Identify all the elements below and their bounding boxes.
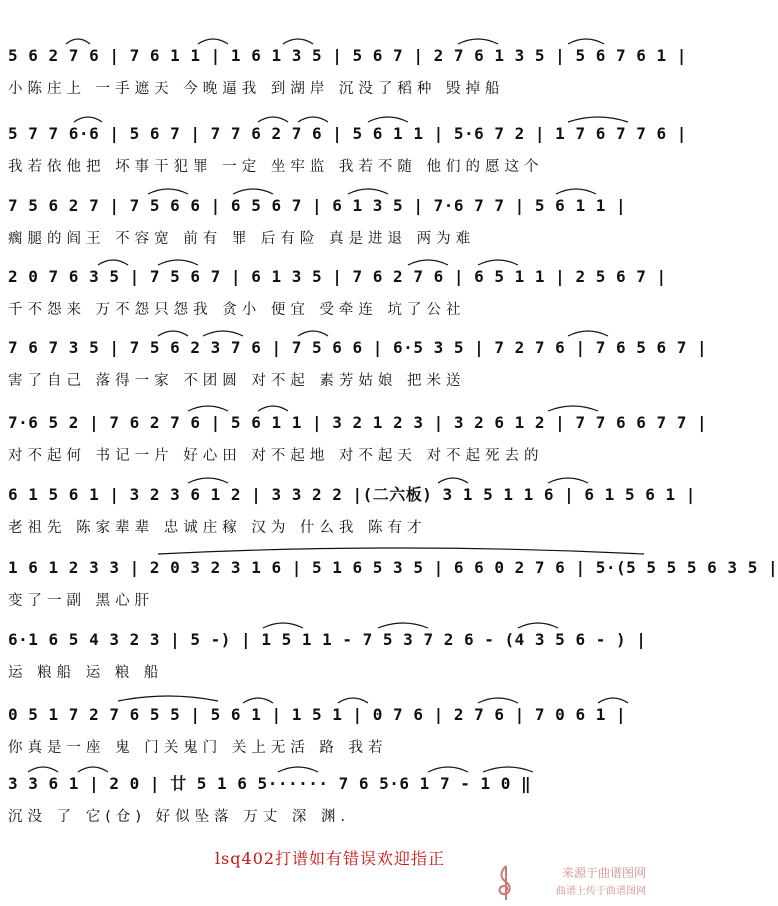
notation-line: 5 7 7 6·6 | 5 6 7 | 7 7 6 2 7 6 | 5 6 1 1 | 5·6 7 2 | 1 7 6 7 7 6 | — [8, 124, 687, 143]
notation-line: 1 6 1 2 3 3 | 2 0 3 2 3 1 6 | 5 1 6 5 3 5 | 6 6 0 2 7 6 | 5·(5 5 5 5 6 3 5 | — [8, 558, 778, 577]
notation-line: 7 5 6 2 7 | 7 5 6 6 | 6 5 6 7 | 6 1 3 5 | 7·6 7 7 | 5 6 1 1 | — [8, 196, 627, 215]
lyrics-line: 老祖先 陈家辈辈 忠诚庄稼 汉为 什么我 陈有才 — [8, 520, 427, 536]
lyrics-line: 沉没 了 它(仓) 好似坠落 万丈 深 渊. — [8, 809, 351, 825]
notation-line: 3 3 6 1 | 2 0 | 廿 5 1 6 5······ 7 6 5·6 1 7 - 1 0 ‖ — [8, 774, 532, 793]
site-watermark — [490, 864, 650, 902]
lyrics-line: 对不起何 书记一片 好心田 对不起地 对不起天 对不起死去的 — [8, 448, 544, 464]
lyrics-line: 小陈庄上 一手遮天 今晚逼我 到湖岸 沉没了稻种 毁掉船 — [8, 81, 505, 97]
watermark-line-2: 曲谱上传于曲谱图网 — [556, 886, 646, 897]
lyrics-line: 运 粮船 运 粮 船 — [8, 665, 164, 681]
watermark-line-1: 来源于曲谱图网 — [561, 866, 646, 880]
lyrics-line: 千不怨来 万不怨只怨我 贪小 便宜 受牵连 坑了公社 — [8, 302, 466, 318]
lyrics-line: 你真是一座 鬼 门关鬼门 关上无活 路 我若 — [8, 740, 388, 756]
notation-line: 7·6 5 2 | 7 6 2 7 6 | 5 6 1 1 | 3 2 1 2 3 | 3 2 6 1 2 | 7 7 6 6 7 7 | — [8, 413, 708, 432]
notation-line: 6·1 6 5 4 3 2 3 | 5 -) | 1 5 1 1 - 7 5 3 7 2 6 - (4 3 5 6 - ) | — [8, 630, 647, 649]
notation-line: 2 0 7 6 3 5 | 7 5 6 7 | 6 1 3 5 | 7 6 2 7 6 | 6 5 1 1 | 2 5 6 7 | — [8, 267, 667, 286]
lyrics-line: 害了自己 落得一家 不团圆 对不起 素芳姑娘 把米送 — [8, 373, 466, 389]
treble-clef-icon — [490, 864, 520, 902]
notation-line: 7 6 7 3 5 | 7 5 6 2 3 7 6 | 7 5 6 6 | 6·5 3 5 | 7 2 7 6 | 7 6 5 6 7 | — [8, 338, 708, 357]
lyrics-line: 我若依他把 坏事干犯罪 一定 坐牢监 我若不随 他们的愿这个 — [8, 159, 544, 175]
notation-line: 6 1 5 6 1 | 3 2 3 6 1 2 | 3 3 2 2 |(二六板) 3 1 5 1 1 6 | 6 1 5 6 1 | — [8, 485, 696, 504]
notation-line: 5 6 2 7 6 | 7 6 1 1 | 1 6 1 3 5 | 5 6 7 | 2 7 6 1 3 5 | 5 6 7 6 1 | — [8, 46, 687, 65]
notation-line: 0 5 1 7 2 7 6 5 5 | 5 6 1 | 1 5 1 | 0 7 6 | 2 7 6 | 7 0 6 1 | — [8, 705, 627, 724]
transcriber-note: lsq402打谱如有错误欢迎指正 — [214, 849, 446, 868]
lyrics-line: 瘸腿的阎王 不容宽 前有 罪 后有险 真是进退 两为难 — [8, 231, 476, 247]
lyrics-line: 变了一副 黑心肝 — [8, 593, 155, 609]
